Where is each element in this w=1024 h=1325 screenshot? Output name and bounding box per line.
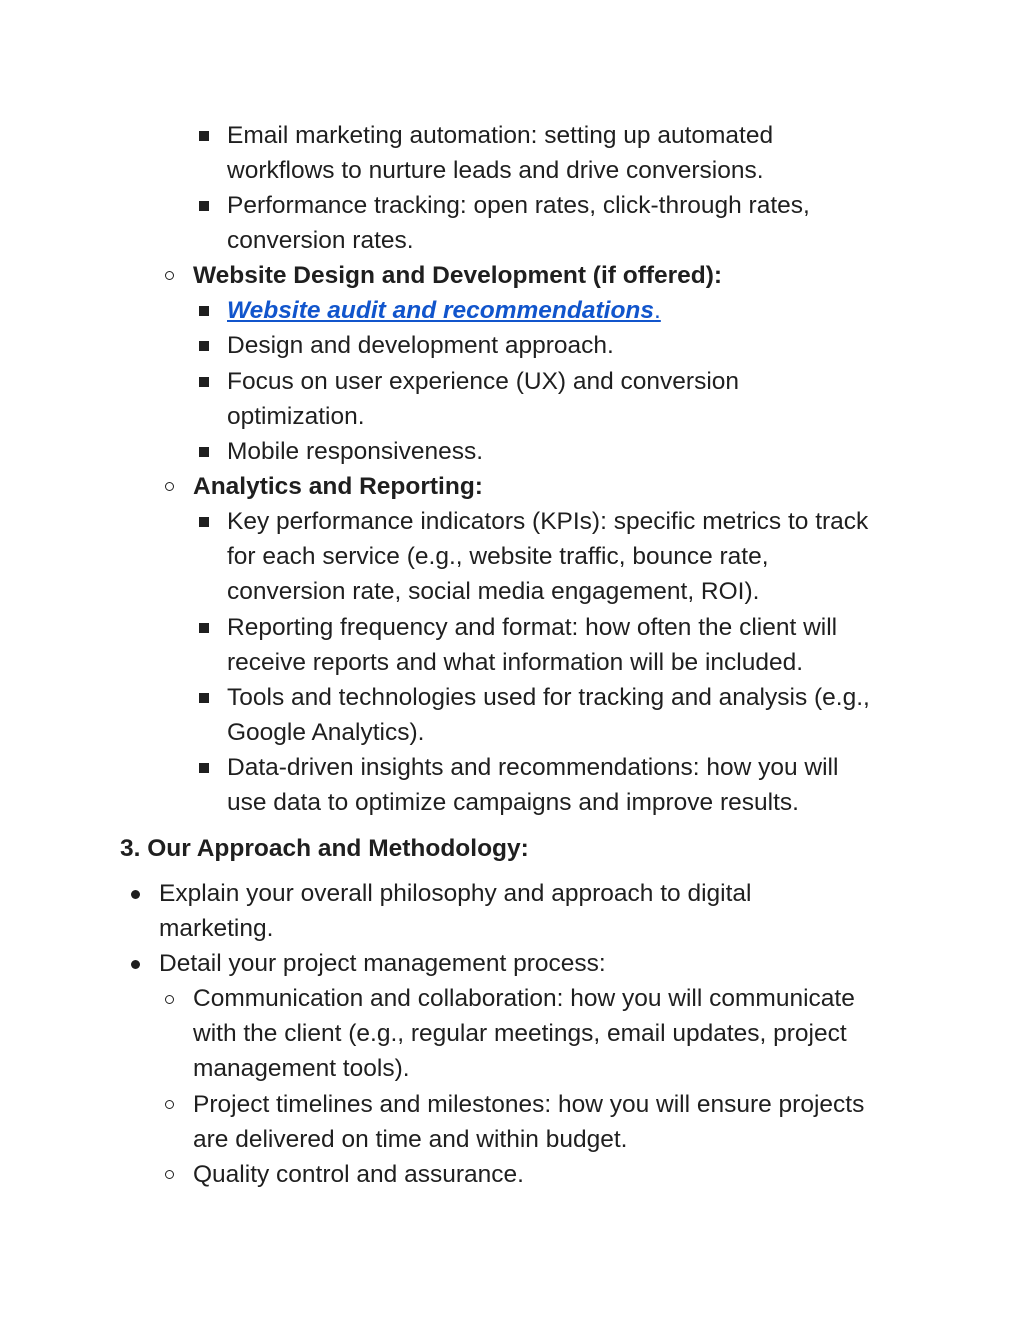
list-item-text: with the client (e.g., regular meetings, email updates, project (193, 1020, 847, 1047)
website-audit-link[interactable]: Website audit and recommendations (227, 297, 655, 324)
disc-bullet-icon (131, 890, 140, 899)
subsection-heading-analytics: Analytics and Reporting: (193, 473, 483, 500)
link-period: . (654, 297, 661, 324)
list-item-text: Reporting frequency and format: how often the client will (227, 614, 838, 641)
square-bullet-icon (199, 201, 209, 211)
circle-bullet-icon (165, 271, 174, 280)
square-bullet-icon (199, 623, 209, 633)
list-item-text: Mobile responsiveness. (227, 438, 484, 465)
list-item-text: are delivered on time and within budget. (193, 1126, 628, 1153)
list-item-text: Project timelines and milestones: how you will ensure projects (193, 1091, 865, 1118)
list-item-text: receive reports and what information will be included. (227, 649, 804, 676)
square-bullet-icon (199, 341, 209, 351)
list-item-text: Key performance indicators (KPIs): specific metrics to track (227, 508, 869, 535)
list-item-text: workflows to nurture leads and drive conversions. (227, 157, 764, 184)
circle-bullet-icon (165, 1170, 174, 1179)
list-item-text: management tools). (193, 1055, 410, 1082)
circle-bullet-icon (165, 482, 174, 491)
square-bullet-icon (199, 693, 209, 703)
list-item-text: Tools and technologies used for tracking and analysis (e.g., (227, 684, 870, 711)
square-bullet-icon (199, 131, 209, 141)
circle-bullet-icon (165, 995, 174, 1004)
list-item-text: Google Analytics). (227, 719, 425, 746)
list-item-text: Performance tracking: open rates, click-through rates, (227, 192, 810, 219)
list-item-text: Design and development approach. (227, 332, 614, 359)
list-item-text: use data to optimize campaigns and improve results. (227, 789, 799, 816)
square-bullet-icon (199, 517, 209, 527)
list-item-text: Focus on user experience (UX) and conversion (227, 368, 740, 395)
square-bullet-icon (199, 306, 209, 316)
section-heading-approach: 3. Our Approach and Methodology: (120, 835, 529, 862)
list-item-link-row (227, 293, 661, 328)
subsection-heading-website: Website Design and Development (if offered): (193, 262, 723, 289)
list-item-text: Data-driven insights and recommendations: how you will (227, 754, 839, 781)
list-item-text: Detail your project management process: (159, 950, 606, 977)
square-bullet-icon (199, 447, 209, 457)
list-item-text: optimization. (227, 403, 365, 430)
disc-bullet-icon (131, 960, 140, 969)
list-item-text: Communication and collaboration: how you will communicate (193, 985, 855, 1012)
list-item-text: conversion rates. (227, 227, 414, 254)
list-item-text: Explain your overall philosophy and approach to digital (159, 880, 752, 907)
list-item-text: conversion rate, social media engagement, ROI). (227, 578, 760, 605)
circle-bullet-icon (165, 1100, 174, 1109)
list-item-text: Email marketing automation: setting up automated (227, 122, 774, 149)
list-item-text: for each service (e.g., website traffic, bounce rate, (227, 543, 769, 570)
list-item-text: Quality control and assurance. (193, 1161, 524, 1188)
square-bullet-icon (199, 763, 209, 773)
list-item-text: marketing. (159, 915, 274, 942)
square-bullet-icon (199, 377, 209, 387)
